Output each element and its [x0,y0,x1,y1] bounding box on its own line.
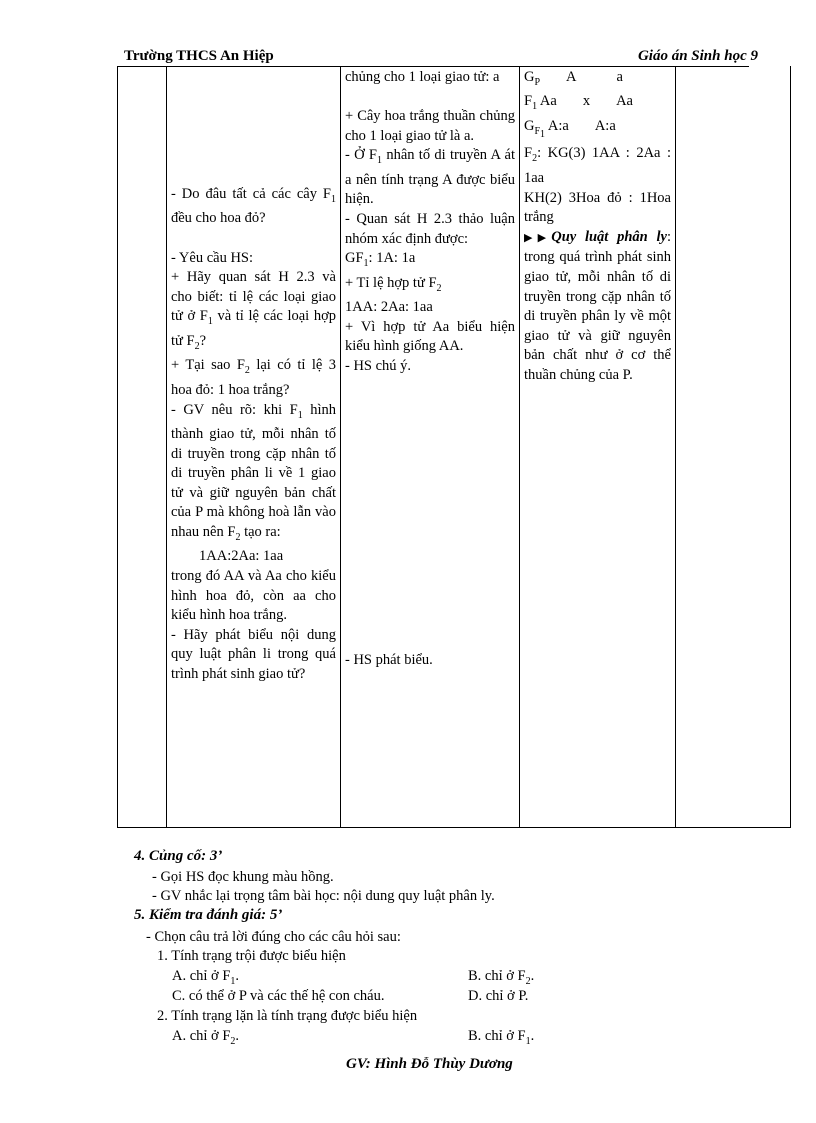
student-line-9: - HS chú ý. [345,357,412,374]
student-activity-cell [341,66,520,828]
empty-cell [676,66,791,828]
q1-option-d: D. chỉ ở P. [468,988,529,1004]
f2-line: $F_2$: KG(3) 1AA : 2Aa : 1aa [524,145,671,186]
question-ratio: + Hãy quan sát H 2.3 và cho biết: tỉ lệ các loại giao tử ở $F_1$ và tỉ lệ các loại hợp tử $F_2$? [171,269,336,352]
teacher-explain: - GV nêu rõ: khi $F_1$ hình thành giao tử, mỗi nhân tố di truyền trong cặp nhân tố di truyền phân li về 1 giao tử và giữ nguyên bản chất của P mà không hoà lẫn vào nhau nên $F_2$ tạo ra: [171,401,336,543]
student-line-6: + Tỉ lệ hợp tử $F_2$ [345,274,442,294]
lesson-table [117,66,791,828]
q1-option-a: A. chỉ ở $F_1$. [172,968,240,987]
section-5-title: 5. Kiểm tra đánh giá: 5’ [134,907,283,923]
request-hs: - Yêu cầu HS: [171,249,254,266]
subject-title: Giáo án Sinh học 9 [637,48,758,64]
q2-option-a: A. chỉ ở $F_2$. [172,1028,240,1047]
q1-option-b: B. chỉ ở $F_2$. [468,968,535,987]
gf1-line: $G_{F_1}$ A:a A:a [524,117,616,140]
question-why: + Tại sao $F_2$ lại có tỉ lệ 3 hoa đỏ: 1 hoa trắng? [171,357,337,398]
arrow-icon: ▶▶ [524,231,552,244]
question-2: 2. Tính trạng lặn là tính trạng được biểu hiện [157,1008,418,1024]
section-5-intro: - Chọn câu trả lời đúng cho các câu hỏi sau: [146,929,401,945]
student-line-10: - HS phát biểu. [345,651,433,668]
law-text: : trong quá trình phát sinh giao tử, mỗi nhân tố di truyền trong cặp nhân tố di truyền phân ly về một giao tử và giữ nguyên bản chất như ở cơ thể thuần chủng của P. [524,228,672,383]
school-name: Trường THCS An Hiệp [124,48,274,64]
student-line-3: - Ở $F_1$ nhân tố di truyền A át a nên tính trạng A được biểu hiện. [345,147,515,208]
law-title: Quy luật phân ly [551,228,667,245]
kh-line: KH(2) 3Hoa đỏ : 1Hoa trắng [524,189,671,226]
student-line-5: $GF_1$: 1A: 1a [345,250,416,270]
section-4-line-2: - GV nhắc lại trọng tâm bài học: nội dung quy luật phân ly. [152,888,495,904]
ratio-line: 1AA:2Aa: 1aa [199,548,284,565]
table-row [118,66,791,828]
content-cell [520,66,676,828]
student-line-8: + Vì hợp tử Aa biểu hiện kiểu hình giống AA. [345,318,515,355]
phenotype-explain: trong đó AA và Aa cho kiểu hình hoa đỏ, còn aa cho kiểu hình hoa trắng. [171,568,336,624]
law-line [524,228,671,386]
q1-option-c: C. có thể ở P và các thế hệ con cháu. [172,988,385,1004]
section-4-line-1: - Gọi HS đọc khung màu hồng. [152,869,334,885]
question-1: 1. Tính trạng trội được biểu hiện [157,948,346,964]
teacher-activity-cell [167,66,341,828]
q2-option-b: B. chỉ ở $F_1$. [468,1028,535,1047]
f1-line: $F_1$ Aa x Aa [524,93,633,113]
teacher-signature: GV: Hình Đỗ Thùy Dương [346,1056,513,1072]
question-f1: - Do đâu tất cả các cây $F_1$ đều cho hoa đỏ? [171,186,336,227]
section-4-title: 4. Củng cố: 3’ [134,848,223,864]
student-line-7: 1AA: 2Aa: 1aa [345,299,433,316]
student-line-1: chủng cho 1 loại giao tử: a [345,69,500,85]
gp-line: $G_P$ A a [524,69,623,88]
student-line-2: + Cây hoa trắng thuần chủng cho 1 loại giao tử là a. [345,108,515,144]
question-law: - Hãy phát biểu nội dung quy luật phân li trong quá trình phát sinh giao tử? [171,626,336,682]
empty-cell [118,66,167,828]
student-line-4: - Quan sát H 2.3 thảo luận nhóm xác định được: [345,211,515,247]
